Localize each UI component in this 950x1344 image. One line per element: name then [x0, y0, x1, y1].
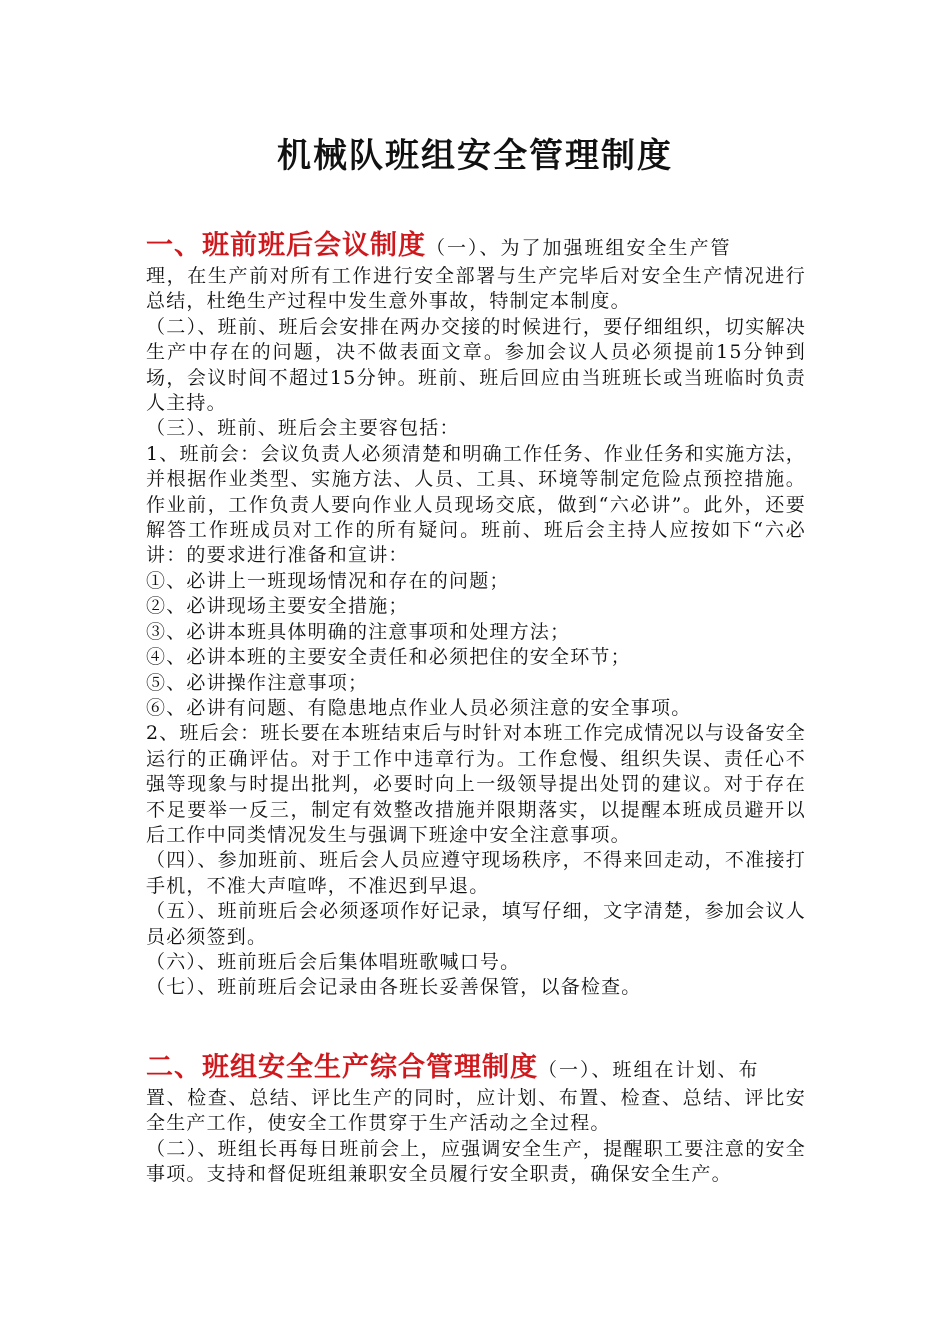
list-item: ⑥、必讲有问题、有隐患地点作业人员必须注意的安全事项。 [146, 696, 692, 719]
document-title: 机械队班组安全管理制度 [277, 136, 673, 176]
section-heading-line [146, 232, 806, 262]
paragraph: （四）、参加班前、班后会人员应遵守现场秩序，不得来回走动，不准接打手机，不准大声喧哗，不准迟到早退。 [146, 849, 806, 897]
list-item: ③、必讲本班具体明确的注意事项和处理方法； [146, 620, 571, 643]
paragraph: （七）、班前班后会记录由各班长妥善保管，以备检查。 [146, 976, 642, 999]
paragraph: （六）、班前班后会后集体唱班歌喊口号。 [146, 950, 521, 973]
paragraph: （五）、班前班后会必须逐项作好记录，填写仔细，文字清楚，参加会议人员必须签到。 [146, 900, 806, 948]
section-heading: 二、班组安全生产综合管理制度 [146, 1052, 538, 1083]
list-item: ②、必讲现场主要安全措施； [146, 595, 409, 618]
section-heading-line [146, 1054, 806, 1084]
section-meeting-system [146, 232, 806, 1001]
list-item: ①、必讲上一班现场情况和存在的问题； [146, 569, 510, 592]
section-heading-tail: （一）、为了加强班组安全生产管 [426, 237, 732, 259]
paragraph: （三）、班前、班后会主要容包括： [146, 417, 460, 440]
section-heading-tail: （一）、班组在计划、布 [538, 1059, 760, 1081]
list-item: ④、必讲本班的主要安全责任和必须把住的安全环节； [146, 646, 631, 669]
section-heading: 一、班前班后会议制度 [146, 230, 426, 261]
list-item: ⑤、必讲操作注意事项； [146, 671, 369, 694]
paragraph: 2、班后会：班长要在本班结束后与时针对本班工作完成情况以与设备安全运行的正确评估。对于工作中违章行为。工作怠慢、组织失误、责任心不强等现象与时提出批判，必要时向上一级领导提出处罚的建议。对于存在不足要举一反三，制定有效整改措施并限期落实，以提醒本班成员避开以后工作中同类情况发生与强调下班途中安全注意事项。 [146, 722, 806, 846]
paragraph: （二）、班组长再每日班前会上，应强调安全生产，提醒职工要注意的安全事项。支持和督促班组兼职安全员履行安全职责，确保安全生产。 [146, 1137, 806, 1186]
paragraph: 置、检查、总结、评比生产的同时，应计划、布置、检查、总结、评比安全生产工作，使安全工作贯穿于生产活动之全过程。 [146, 1087, 806, 1135]
section-safety-management [146, 1054, 806, 1188]
paragraph: 1、班前会：会议负责人必须清楚和明确工作任务、作业任务和实施方法，并根据作业类型、实施方法、人员、工具、环境等制定危险点预控措施。作业前，工作负责人要向作业人员现场交底，做到“六必讲”。此外，还要解答工作班成员对工作的所有疑问。班前、班后会主持人应按如下“六必讲：的要求进行准备和宣讲： [146, 442, 806, 567]
paragraph: 理，在生产前对所有工作进行安全部署与生产完毕后对安全生产情况进行总结，杜绝生产过程中发生意外事故，特制定本制度。 [146, 265, 806, 313]
paragraph: （二）、班前、班后会安排在两办交接的时候进行，要仔细组织，切实解决生产中存在的问题，决不做表面文章。参加会议人员必须提前15分钟到场，会议时间不超过15分钟。班前、班后回应由当班班长或当班临时负责人主持。 [146, 315, 806, 415]
